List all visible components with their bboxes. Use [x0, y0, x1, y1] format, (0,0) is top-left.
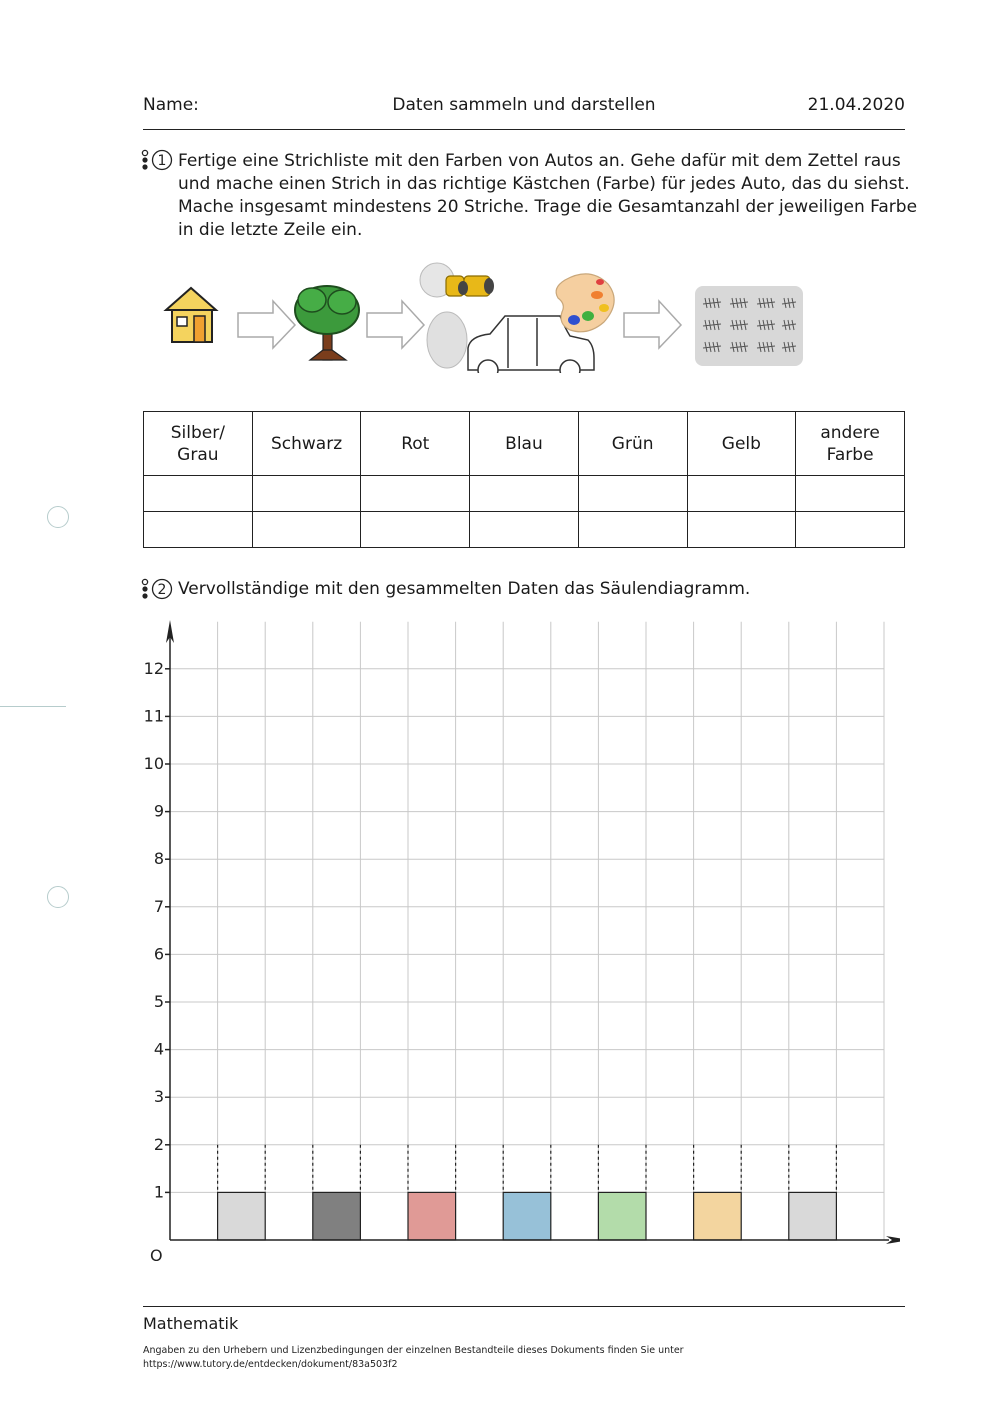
chart-bar [694, 1192, 742, 1240]
total-cell[interactable] [796, 512, 905, 548]
footer-link[interactable]: https://www.tutory.de/entdecken/dokument/83a503f2 [143, 1359, 398, 1370]
chart-bars [218, 1192, 837, 1240]
tally-marks-icon [695, 286, 803, 366]
bar-chart [130, 615, 900, 1275]
task-1-line: Mache insgesamt mindestens 20 Striche. Trage die Gesamtanzahl der jeweiligen Farbe [178, 197, 918, 217]
task-2-text: Vervollständige mit den gesammelten Daten das Säulendiagramm. [178, 579, 751, 599]
footer-note-text: Angaben zu den Urhebern und Lizenzbedingungen der einzelnen Bestandteile dieses Dokuments finden Sie unter [143, 1345, 684, 1356]
y-tick-labels [144, 659, 164, 1202]
total-cell[interactable] [252, 512, 361, 548]
tally-table [143, 411, 905, 548]
name-label: Name: [143, 95, 199, 115]
page-title: Daten sammeln und darstellen [392, 95, 656, 115]
fold-mark [0, 706, 66, 707]
column-header-gruen: Grün [578, 412, 687, 476]
tally-cell[interactable] [144, 476, 253, 512]
task-1-text [178, 150, 917, 242]
y-tick-label: 11 [143, 706, 164, 726]
y-tick-label: 3 [153, 1087, 164, 1107]
total-row [144, 512, 905, 548]
chart-bar [789, 1192, 837, 1240]
footer-note [143, 1344, 684, 1372]
total-cell[interactable] [687, 512, 796, 548]
arrow-icon [238, 301, 295, 348]
y-tick-label: 9 [153, 801, 164, 821]
y-tick-label: 6 [153, 944, 164, 964]
total-cell[interactable] [578, 512, 687, 548]
task-1-line: und mache einen Strich in das richtige Kästchen (Farbe) für jedes Auto, das du siehst. [178, 174, 910, 194]
column-header-andere-farbe: andere Farbe [796, 412, 905, 476]
y-tick-label: 2 [153, 1134, 164, 1154]
y-tick-label: 12 [143, 658, 164, 678]
tree-icon [295, 286, 359, 360]
chart-axes [165, 620, 900, 1244]
tally-cell[interactable] [470, 476, 579, 512]
date-label: 21.04.2020 [807, 95, 905, 115]
task-1-line: in die letzte Zeile ein. [178, 220, 363, 240]
column-header-rot: Rot [361, 412, 470, 476]
origin-label: O [150, 1246, 163, 1265]
total-cell[interactable] [144, 512, 253, 548]
house-icon [166, 288, 216, 342]
tally-cell[interactable] [252, 476, 361, 512]
chart-bar [598, 1192, 646, 1240]
tally-cell[interactable] [361, 476, 470, 512]
arrow-icon [367, 301, 424, 348]
footer-subject: Mathematik [143, 1314, 239, 1333]
tally-row [144, 476, 905, 512]
chart-grid [170, 622, 884, 1240]
column-header-gelb: Gelb [687, 412, 796, 476]
chart-bar [218, 1192, 266, 1240]
y-tick-label: 1 [153, 1182, 164, 1202]
y-tick-label: 10 [143, 754, 164, 773]
punch-hole [47, 886, 69, 908]
chart-bar [503, 1192, 551, 1240]
y-tick-label: 5 [153, 992, 164, 1011]
task-1-line: Fertige eine Strichliste mit den Farben von Autos an. Gehe dafür mit dem Zettel raus [178, 151, 901, 171]
paint-palette-icon [556, 274, 614, 332]
chart-bar [408, 1192, 456, 1240]
chart-dashed-guides [218, 1145, 837, 1193]
task-1-icon [140, 149, 174, 171]
column-header-silber-grau: Silber/ Grau [144, 412, 253, 476]
total-cell[interactable] [361, 512, 470, 548]
y-tick-label: 4 [153, 1039, 164, 1059]
task-2-icon [140, 578, 174, 600]
tally-cell[interactable] [687, 476, 796, 512]
footer-divider [143, 1306, 905, 1307]
arrow-icon [624, 301, 681, 348]
illustration-strip [160, 258, 810, 373]
task-1-number: 1 [157, 153, 167, 169]
column-header-schwarz: Schwarz [252, 412, 361, 476]
column-header-blau: Blau [470, 412, 579, 476]
y-tick-label: 8 [153, 849, 164, 869]
tally-cell[interactable] [796, 476, 905, 512]
header-divider [143, 129, 905, 130]
total-cell[interactable] [470, 512, 579, 548]
y-tick-label: 7 [153, 896, 164, 916]
table-header-row [144, 412, 905, 476]
punch-hole [47, 506, 69, 528]
task-2-number: 2 [157, 582, 167, 598]
tally-cell[interactable] [578, 476, 687, 512]
chart-bar [313, 1192, 361, 1240]
